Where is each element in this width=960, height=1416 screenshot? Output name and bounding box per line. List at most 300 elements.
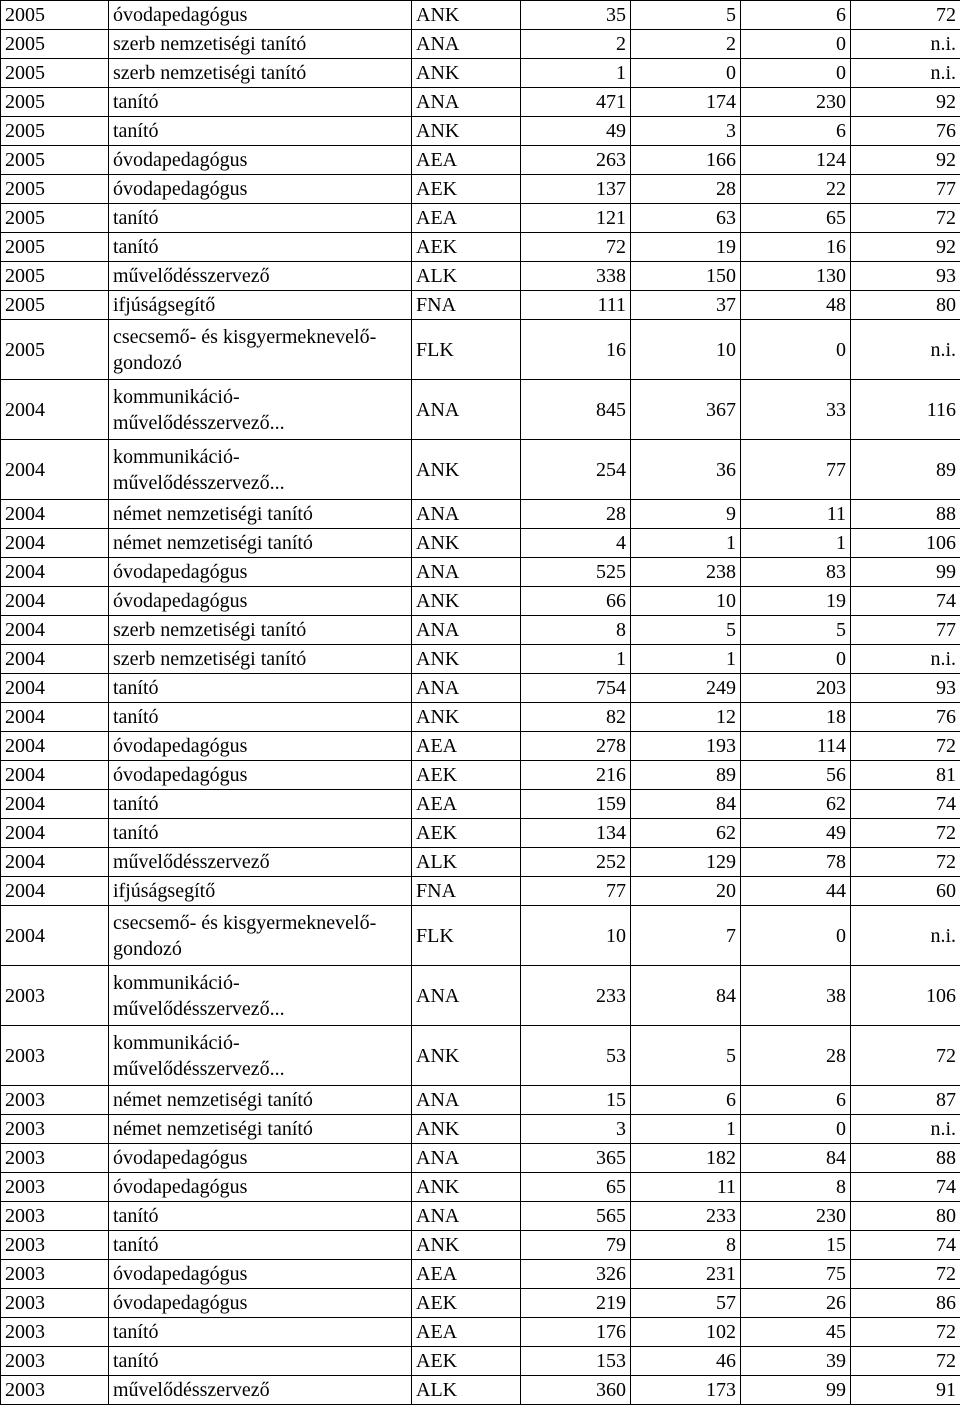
value-cell-2: 166 xyxy=(631,146,741,175)
value-cell-3: 33 xyxy=(741,380,851,440)
value-cell-1: 49 xyxy=(521,117,631,146)
code-cell: ANK xyxy=(412,117,521,146)
value-cell-3: 38 xyxy=(741,966,851,1026)
value-cell-2: 89 xyxy=(631,761,741,790)
value-cell-1: 2 xyxy=(521,30,631,59)
role-cell: kommunikáció-művelődésszervező... xyxy=(109,380,412,440)
value-cell-3: 65 xyxy=(741,204,851,233)
value-cell-3: 5 xyxy=(741,616,851,645)
value-cell-2: 28 xyxy=(631,175,741,204)
value-cell-1: 219 xyxy=(521,1289,631,1318)
code-cell: FLK xyxy=(412,320,521,380)
table-row xyxy=(1,587,960,616)
value-cell-3: 18 xyxy=(741,703,851,732)
year-cell: 2003 xyxy=(1,1376,109,1405)
value-cell-1: 338 xyxy=(521,262,631,291)
value-cell-3: 22 xyxy=(741,175,851,204)
value-cell-3: 0 xyxy=(741,1115,851,1144)
role-cell: művelődésszervező xyxy=(109,848,412,877)
code-cell: ANK xyxy=(412,645,521,674)
value-cell-3: 11 xyxy=(741,500,851,529)
value-cell-2: 84 xyxy=(631,966,741,1026)
year-cell: 2005 xyxy=(1,204,109,233)
role-cell: tanító xyxy=(109,233,412,262)
table-row xyxy=(1,1,960,30)
value-cell-1: 35 xyxy=(521,1,631,30)
value-cell-2: 238 xyxy=(631,558,741,587)
year-cell: 2005 xyxy=(1,59,109,88)
role-cell: tanító xyxy=(109,204,412,233)
code-cell: ANK xyxy=(412,587,521,616)
code-cell: FNA xyxy=(412,291,521,320)
value-cell-3: 230 xyxy=(741,1202,851,1231)
value-cell-1: 8 xyxy=(521,616,631,645)
year-cell: 2003 xyxy=(1,1144,109,1173)
value-cell-3: 83 xyxy=(741,558,851,587)
role-cell: szerb nemzetiségi tanító xyxy=(109,30,412,59)
value-cell-1: 10 xyxy=(521,906,631,966)
year-cell: 2003 xyxy=(1,1289,109,1318)
role-cell: kommunikáció-művelődésszervező... xyxy=(109,966,412,1026)
value-cell-1: 326 xyxy=(521,1260,631,1289)
code-cell: ANA xyxy=(412,1144,521,1173)
year-cell: 2003 xyxy=(1,1173,109,1202)
value-cell-3: 0 xyxy=(741,59,851,88)
value-cell-1: 137 xyxy=(521,175,631,204)
table-row xyxy=(1,440,960,500)
value-cell-2: 150 xyxy=(631,262,741,291)
value-cell-4: 72 xyxy=(851,1,960,30)
value-cell-4: 76 xyxy=(851,117,960,146)
value-cell-3: 6 xyxy=(741,1,851,30)
code-cell: ALK xyxy=(412,848,521,877)
value-cell-3: 16 xyxy=(741,233,851,262)
year-cell: 2005 xyxy=(1,320,109,380)
value-cell-4: n.i. xyxy=(851,30,960,59)
value-cell-4: n.i. xyxy=(851,320,960,380)
value-cell-4: 72 xyxy=(851,1260,960,1289)
value-cell-4: 93 xyxy=(851,262,960,291)
table-row xyxy=(1,1260,960,1289)
code-cell: ANA xyxy=(412,674,521,703)
role-cell: óvodapedagógus xyxy=(109,1144,412,1173)
value-cell-2: 36 xyxy=(631,440,741,500)
value-cell-4: 76 xyxy=(851,703,960,732)
year-cell: 2004 xyxy=(1,440,109,500)
table-row xyxy=(1,1376,960,1405)
value-cell-4: 74 xyxy=(851,1231,960,1260)
table-row xyxy=(1,146,960,175)
code-cell: AEA xyxy=(412,790,521,819)
value-cell-2: 5 xyxy=(631,616,741,645)
value-cell-3: 39 xyxy=(741,1347,851,1376)
year-cell: 2004 xyxy=(1,616,109,645)
value-cell-2: 193 xyxy=(631,732,741,761)
value-cell-3: 0 xyxy=(741,30,851,59)
year-cell: 2005 xyxy=(1,1,109,30)
table-row xyxy=(1,616,960,645)
role-cell: kommunikáció-művelődésszervező... xyxy=(109,1026,412,1086)
role-cell: ifjúságsegítő xyxy=(109,291,412,320)
value-cell-3: 26 xyxy=(741,1289,851,1318)
value-cell-1: 66 xyxy=(521,587,631,616)
value-cell-4: 80 xyxy=(851,1202,960,1231)
code-cell: ANA xyxy=(412,88,521,117)
value-cell-3: 0 xyxy=(741,645,851,674)
value-cell-3: 230 xyxy=(741,88,851,117)
value-cell-4: 74 xyxy=(851,1173,960,1202)
value-cell-3: 48 xyxy=(741,291,851,320)
value-cell-4: 91 xyxy=(851,1376,960,1405)
code-cell: ANA xyxy=(412,1086,521,1115)
year-cell: 2005 xyxy=(1,175,109,204)
value-cell-2: 129 xyxy=(631,848,741,877)
value-cell-1: 365 xyxy=(521,1144,631,1173)
role-cell: óvodapedagógus xyxy=(109,732,412,761)
table-row xyxy=(1,30,960,59)
role-cell: óvodapedagógus xyxy=(109,1289,412,1318)
year-cell: 2005 xyxy=(1,30,109,59)
role-cell: óvodapedagógus xyxy=(109,587,412,616)
code-cell: AEA xyxy=(412,1260,521,1289)
value-cell-1: 4 xyxy=(521,529,631,558)
year-cell: 2003 xyxy=(1,1026,109,1086)
value-cell-4: 72 xyxy=(851,732,960,761)
value-cell-2: 173 xyxy=(631,1376,741,1405)
code-cell: AEK xyxy=(412,1289,521,1318)
value-cell-2: 62 xyxy=(631,819,741,848)
value-cell-1: 1 xyxy=(521,59,631,88)
code-cell: ANK xyxy=(412,1173,521,1202)
year-cell: 2003 xyxy=(1,966,109,1026)
value-cell-2: 37 xyxy=(631,291,741,320)
value-cell-4: 116 xyxy=(851,380,960,440)
value-cell-3: 49 xyxy=(741,819,851,848)
value-cell-4: 72 xyxy=(851,848,960,877)
value-cell-1: 1 xyxy=(521,645,631,674)
year-cell: 2005 xyxy=(1,88,109,117)
value-cell-1: 82 xyxy=(521,703,631,732)
table-row xyxy=(1,848,960,877)
value-cell-4: n.i. xyxy=(851,1115,960,1144)
role-cell: művelődésszervező xyxy=(109,262,412,291)
year-cell: 2003 xyxy=(1,1318,109,1347)
value-cell-3: 130 xyxy=(741,262,851,291)
value-cell-4: n.i. xyxy=(851,645,960,674)
table-row xyxy=(1,703,960,732)
value-cell-1: 159 xyxy=(521,790,631,819)
value-cell-3: 99 xyxy=(741,1376,851,1405)
value-cell-2: 8 xyxy=(631,1231,741,1260)
value-cell-2: 84 xyxy=(631,790,741,819)
value-cell-3: 6 xyxy=(741,117,851,146)
value-cell-1: 77 xyxy=(521,877,631,906)
code-cell: AEA xyxy=(412,1318,521,1347)
value-cell-4: 72 xyxy=(851,1318,960,1347)
value-cell-1: 565 xyxy=(521,1202,631,1231)
value-cell-4: 74 xyxy=(851,587,960,616)
value-cell-3: 15 xyxy=(741,1231,851,1260)
value-cell-2: 46 xyxy=(631,1347,741,1376)
value-cell-4: n.i. xyxy=(851,906,960,966)
role-cell: ifjúságsegítő xyxy=(109,877,412,906)
code-cell: FNA xyxy=(412,877,521,906)
code-cell: ANK xyxy=(412,440,521,500)
value-cell-2: 174 xyxy=(631,88,741,117)
year-cell: 2004 xyxy=(1,558,109,587)
code-cell: FLK xyxy=(412,906,521,966)
code-cell: AEA xyxy=(412,146,521,175)
table-row xyxy=(1,1115,960,1144)
code-cell: ANA xyxy=(412,380,521,440)
year-cell: 2004 xyxy=(1,819,109,848)
year-cell: 2004 xyxy=(1,587,109,616)
role-cell: művelődésszervező xyxy=(109,1376,412,1405)
role-cell: csecsemő- és kisgyermeknevelő-gondozó xyxy=(109,906,412,966)
value-cell-4: 74 xyxy=(851,790,960,819)
year-cell: 2004 xyxy=(1,761,109,790)
year-cell: 2003 xyxy=(1,1202,109,1231)
value-cell-3: 84 xyxy=(741,1144,851,1173)
code-cell: ANA xyxy=(412,616,521,645)
year-cell: 2004 xyxy=(1,500,109,529)
role-cell: német nemzetiségi tanító xyxy=(109,529,412,558)
table-row xyxy=(1,500,960,529)
role-cell: tanító xyxy=(109,703,412,732)
value-cell-1: 263 xyxy=(521,146,631,175)
value-cell-2: 11 xyxy=(631,1173,741,1202)
year-cell: 2004 xyxy=(1,848,109,877)
value-cell-4: 89 xyxy=(851,440,960,500)
table-row xyxy=(1,233,960,262)
value-cell-1: 471 xyxy=(521,88,631,117)
value-cell-2: 249 xyxy=(631,674,741,703)
table-row xyxy=(1,674,960,703)
value-cell-3: 78 xyxy=(741,848,851,877)
year-cell: 2005 xyxy=(1,262,109,291)
value-cell-2: 10 xyxy=(631,320,741,380)
value-cell-3: 56 xyxy=(741,761,851,790)
value-cell-3: 0 xyxy=(741,906,851,966)
table-row xyxy=(1,1086,960,1115)
value-cell-4: 92 xyxy=(851,88,960,117)
value-cell-4: 72 xyxy=(851,1347,960,1376)
table-row xyxy=(1,558,960,587)
value-cell-3: 62 xyxy=(741,790,851,819)
value-cell-4: 106 xyxy=(851,529,960,558)
value-cell-1: 254 xyxy=(521,440,631,500)
value-cell-2: 5 xyxy=(631,1026,741,1086)
value-cell-4: 60 xyxy=(851,877,960,906)
code-cell: ANK xyxy=(412,59,521,88)
table-row xyxy=(1,380,960,440)
value-cell-3: 77 xyxy=(741,440,851,500)
value-cell-1: 233 xyxy=(521,966,631,1026)
value-cell-1: 16 xyxy=(521,320,631,380)
table-row xyxy=(1,1026,960,1086)
value-cell-1: 360 xyxy=(521,1376,631,1405)
value-cell-2: 6 xyxy=(631,1086,741,1115)
year-cell: 2004 xyxy=(1,790,109,819)
year-cell: 2005 xyxy=(1,117,109,146)
value-cell-1: 845 xyxy=(521,380,631,440)
value-cell-1: 176 xyxy=(521,1318,631,1347)
year-cell: 2003 xyxy=(1,1115,109,1144)
role-cell: óvodapedagógus xyxy=(109,175,412,204)
value-cell-4: 77 xyxy=(851,175,960,204)
code-cell: ANA xyxy=(412,30,521,59)
role-cell: óvodapedagógus xyxy=(109,146,412,175)
table-row xyxy=(1,1202,960,1231)
role-cell: tanító xyxy=(109,674,412,703)
value-cell-2: 57 xyxy=(631,1289,741,1318)
value-cell-1: 153 xyxy=(521,1347,631,1376)
code-cell: AEK xyxy=(412,819,521,848)
value-cell-1: 3 xyxy=(521,1115,631,1144)
code-cell: AEK xyxy=(412,175,521,204)
code-cell: AEA xyxy=(412,204,521,233)
role-cell: óvodapedagógus xyxy=(109,761,412,790)
role-cell: óvodapedagógus xyxy=(109,1260,412,1289)
table-row xyxy=(1,88,960,117)
year-cell: 2004 xyxy=(1,529,109,558)
table-row xyxy=(1,1231,960,1260)
value-cell-4: 87 xyxy=(851,1086,960,1115)
value-cell-2: 182 xyxy=(631,1144,741,1173)
table-row xyxy=(1,320,960,380)
role-cell: szerb nemzetiségi tanító xyxy=(109,616,412,645)
table-body xyxy=(1,1,960,1405)
code-cell: ANK xyxy=(412,529,521,558)
table-row xyxy=(1,1173,960,1202)
value-cell-2: 1 xyxy=(631,529,741,558)
table-row xyxy=(1,1289,960,1318)
role-cell: óvodapedagógus xyxy=(109,558,412,587)
value-cell-2: 12 xyxy=(631,703,741,732)
value-cell-3: 45 xyxy=(741,1318,851,1347)
value-cell-2: 2 xyxy=(631,30,741,59)
value-cell-3: 203 xyxy=(741,674,851,703)
role-cell: szerb nemzetiségi tanító xyxy=(109,645,412,674)
value-cell-4: 106 xyxy=(851,966,960,1026)
code-cell: AEK xyxy=(412,761,521,790)
value-cell-3: 44 xyxy=(741,877,851,906)
role-cell: kommunikáció-művelődésszervező... xyxy=(109,440,412,500)
code-cell: AEA xyxy=(412,732,521,761)
role-cell: német nemzetiségi tanító xyxy=(109,500,412,529)
table-row xyxy=(1,732,960,761)
value-cell-1: 72 xyxy=(521,233,631,262)
code-cell: ALK xyxy=(412,1376,521,1405)
table-row xyxy=(1,262,960,291)
value-cell-3: 28 xyxy=(741,1026,851,1086)
year-cell: 2003 xyxy=(1,1347,109,1376)
value-cell-2: 1 xyxy=(631,645,741,674)
year-cell: 2004 xyxy=(1,645,109,674)
value-cell-1: 79 xyxy=(521,1231,631,1260)
year-cell: 2004 xyxy=(1,906,109,966)
table-row xyxy=(1,819,960,848)
year-cell: 2005 xyxy=(1,233,109,262)
year-cell: 2003 xyxy=(1,1260,109,1289)
table-row xyxy=(1,204,960,233)
value-cell-4: n.i. xyxy=(851,59,960,88)
value-cell-3: 1 xyxy=(741,529,851,558)
value-cell-3: 6 xyxy=(741,1086,851,1115)
year-cell: 2003 xyxy=(1,1231,109,1260)
value-cell-3: 124 xyxy=(741,146,851,175)
value-cell-4: 88 xyxy=(851,500,960,529)
role-cell: német nemzetiségi tanító xyxy=(109,1086,412,1115)
role-cell: tanító xyxy=(109,1202,412,1231)
year-cell: 2003 xyxy=(1,1086,109,1115)
code-cell: ANA xyxy=(412,500,521,529)
value-cell-1: 754 xyxy=(521,674,631,703)
value-cell-2: 102 xyxy=(631,1318,741,1347)
code-cell: AEK xyxy=(412,233,521,262)
role-cell: német nemzetiségi tanító xyxy=(109,1115,412,1144)
value-cell-1: 111 xyxy=(521,291,631,320)
role-cell: tanító xyxy=(109,1318,412,1347)
value-cell-4: 72 xyxy=(851,819,960,848)
table-row xyxy=(1,291,960,320)
value-cell-2: 1 xyxy=(631,1115,741,1144)
table-row xyxy=(1,117,960,146)
value-cell-2: 5 xyxy=(631,1,741,30)
table-row xyxy=(1,1144,960,1173)
table-row xyxy=(1,1347,960,1376)
role-cell: tanító xyxy=(109,819,412,848)
value-cell-4: 92 xyxy=(851,146,960,175)
year-cell: 2004 xyxy=(1,732,109,761)
role-cell: tanító xyxy=(109,117,412,146)
code-cell: ANA xyxy=(412,558,521,587)
value-cell-1: 525 xyxy=(521,558,631,587)
code-cell: ANA xyxy=(412,966,521,1026)
value-cell-1: 216 xyxy=(521,761,631,790)
year-cell: 2004 xyxy=(1,674,109,703)
role-cell: szerb nemzetiségi tanító xyxy=(109,59,412,88)
code-cell: ALK xyxy=(412,262,521,291)
value-cell-1: 134 xyxy=(521,819,631,848)
year-cell: 2005 xyxy=(1,146,109,175)
table-row xyxy=(1,59,960,88)
value-cell-4: 81 xyxy=(851,761,960,790)
value-cell-2: 367 xyxy=(631,380,741,440)
year-cell: 2004 xyxy=(1,380,109,440)
table-row xyxy=(1,761,960,790)
value-cell-4: 92 xyxy=(851,233,960,262)
value-cell-4: 77 xyxy=(851,616,960,645)
value-cell-2: 3 xyxy=(631,117,741,146)
value-cell-1: 65 xyxy=(521,1173,631,1202)
value-cell-1: 278 xyxy=(521,732,631,761)
value-cell-2: 231 xyxy=(631,1260,741,1289)
role-cell: óvodapedagógus xyxy=(109,1173,412,1202)
table-row xyxy=(1,877,960,906)
table-row xyxy=(1,906,960,966)
value-cell-3: 0 xyxy=(741,320,851,380)
code-cell: ANK xyxy=(412,1,521,30)
value-cell-3: 19 xyxy=(741,587,851,616)
value-cell-2: 20 xyxy=(631,877,741,906)
table-row xyxy=(1,175,960,204)
value-cell-1: 15 xyxy=(521,1086,631,1115)
role-cell: tanító xyxy=(109,88,412,117)
value-cell-4: 72 xyxy=(851,1026,960,1086)
code-cell: ANK xyxy=(412,1115,521,1144)
value-cell-1: 121 xyxy=(521,204,631,233)
